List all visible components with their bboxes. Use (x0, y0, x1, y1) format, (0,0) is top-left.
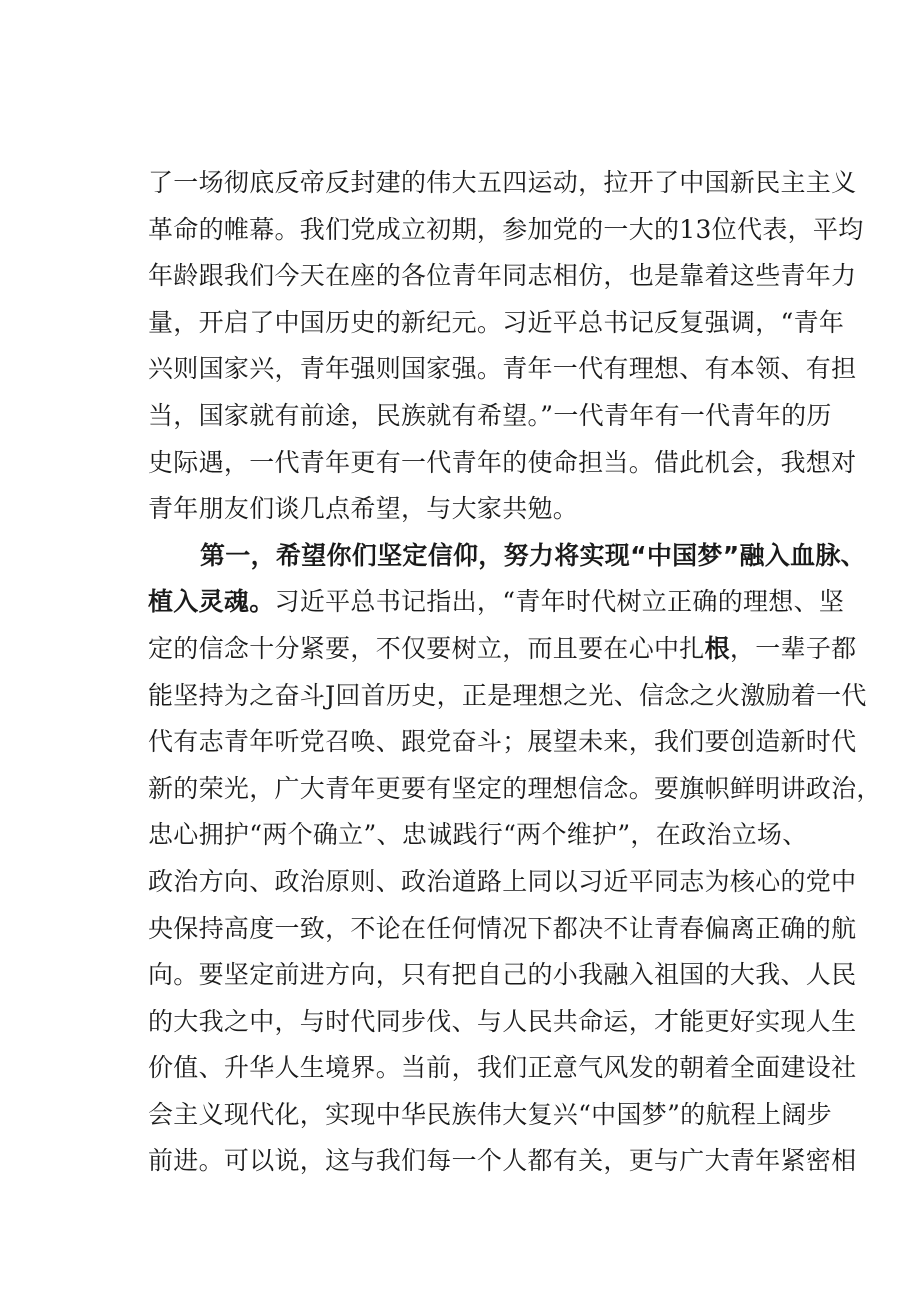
text-run: 向。要坚定前进方向，只有把自己的小我融入祖国的大我、人民 (148, 960, 857, 990)
text-run: 能坚持为之奋斗J回首历史，正是理想之光、信念之火激励着一代 (148, 680, 867, 710)
text-run: 兴则国家兴，青年强则国家强。青年一代有理想、有本领、有担 (148, 354, 857, 384)
bold-text-run: 第一，希望你们坚定信仰，努力将实现“中国梦”融入血脉、 (200, 540, 866, 570)
text-run: 革命的帷幕。我们党成立初期，参加党的一大的13位代表，平均 (148, 214, 864, 244)
text-line (148, 999, 857, 1046)
text-run: 年龄跟我们今天在座的各位青年同志相仿，也是靠着这些青年力 (148, 261, 857, 291)
text-line (148, 626, 857, 673)
text-line (148, 906, 857, 953)
text-line (148, 859, 857, 906)
text-line (148, 1092, 832, 1139)
text-line (148, 486, 808, 533)
text-run: 定的信念十分紧要，不仅要树立，而且要在心中扎 (148, 633, 705, 663)
text-run: 的大我之中，与时代同步伐、与人民共命运，才能更好实现人生 (148, 1006, 857, 1036)
text-line (148, 766, 882, 813)
text-line (148, 393, 832, 440)
text-run: 代有志青年听党召唤、跟党奋斗；展望未来，我们要创造新时代 (148, 727, 857, 757)
text-line (148, 952, 857, 999)
text-line (148, 1138, 857, 1185)
text-line (148, 673, 867, 720)
text-line (148, 533, 866, 580)
text-run: 量，开启了中国历史的新纪元。习近平总书记反复强调，“青年 (148, 307, 845, 337)
text-run: 会主义现代化，实现中华民族伟大复兴“中国梦”的航程上阔步 (148, 1099, 832, 1129)
text-run: 当，国家就有前途，民族就有希望。”一代青年有一代青年的历 (148, 400, 832, 430)
text-run: 政治方向、政治原则、政治道路上同以习近平同志为核心的党中 (148, 866, 857, 896)
text-run: 青年朋友们谈几点希望，与大家共勉。 (148, 494, 579, 524)
text-run: 央保持高度一致，不论在任何情况下都决不让青春偏离正确的航 (148, 913, 857, 943)
text-line (148, 253, 857, 300)
body-text (148, 160, 882, 1185)
text-line (148, 160, 857, 207)
text-run: 前进。可以说，这与我们每一个人都有关，更与广大青年紧密相 (148, 1146, 857, 1176)
text-run: 习近平总书记指出，“青年时代树立正确的理想、坚 (274, 587, 845, 617)
text-run: 忠心拥护“两个确立”、忠诚践行“两个维护”，在政治立场、 (148, 820, 808, 850)
bold-text-run: 根 (704, 633, 730, 663)
text-line (148, 812, 808, 859)
text-run: 了一场彻底反帝反封建的伟大五四运动，拉开了中国新民主主义 (148, 168, 857, 197)
text-line (148, 1045, 857, 1092)
text-line (148, 346, 857, 393)
text-line (148, 579, 845, 626)
text-run: ，一辈子都 (729, 633, 857, 663)
text-line (148, 207, 864, 254)
text-line (148, 300, 845, 347)
text-run: 史际遇，一代青年更有一代青年的使命担当。借此机会，我想对 (148, 447, 857, 477)
bold-text-run: 植入灵魂。 (148, 587, 275, 617)
text-run: 新的荣光，广大青年更要有坚定的理想信念。要旗帜鲜明讲政治， (148, 773, 882, 803)
text-line (148, 440, 857, 487)
text-run: 价值、升华人生境界。当前，我们正意气风发的朝着全面建设社 (148, 1053, 857, 1083)
text-line (148, 719, 857, 766)
